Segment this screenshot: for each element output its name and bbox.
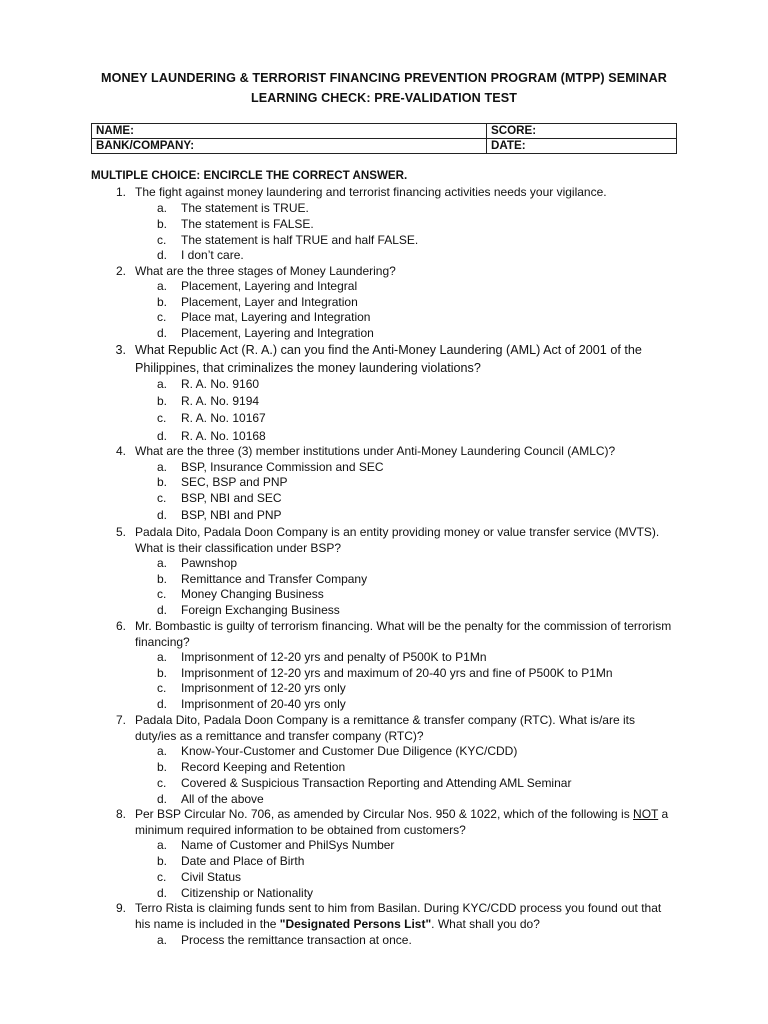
option: a. Imprisonment of 12-20 yrs and penalty of P500K to P1Mn	[157, 650, 487, 664]
question-7	[112, 712, 677, 744]
info-table	[91, 123, 677, 154]
option: a. R. A. No. 9160	[157, 377, 260, 391]
option: b. Remittance and Transfer Company	[157, 572, 368, 586]
option: d. Foreign Exchanging Business	[157, 603, 340, 617]
question-number: 1.	[115, 185, 126, 199]
option: b. R. A. No. 9194	[157, 394, 260, 408]
question-text: Per BSP Circular No. 706, as amended by Circular Nos. 950 & 1022, which of the following is NOT a minimum required information to be obtained from customers?	[135, 807, 669, 837]
option: c. Money Changing Business	[157, 587, 324, 601]
option: b. SEC, BSP and PNP	[157, 475, 288, 489]
question-number: 2.	[115, 264, 126, 278]
option: b. Record Keeping and Retention	[157, 760, 346, 774]
question-8	[112, 806, 677, 838]
option: a. Name of Customer and PhilSys Number	[157, 838, 395, 852]
emphasis-not: NOT	[633, 807, 659, 821]
option: c. R. A. No. 10167	[157, 411, 266, 425]
option: d. Placement, Layering and Integration	[157, 326, 374, 340]
question-5	[112, 524, 677, 556]
question-text: What are the three (3) member institutions under Anti-Money Laundering Council (AMLC)?	[135, 444, 616, 458]
question-number: 7.	[115, 713, 126, 727]
option: a. Know-Your-Customer and Customer Due Diligence (KYC/CDD)	[157, 744, 518, 758]
option: a. The statement is TRUE.	[157, 201, 309, 215]
option: c. Place mat, Layering and Integration	[157, 310, 371, 324]
option: a. Process the remittance transaction at once.	[157, 933, 412, 947]
question-text: What Republic Act (R. A.) can you find the Anti-Money Laundering (AML) Act of 2001 of the Philippines, that criminalizes the money laundering violations?	[135, 343, 642, 375]
question-text: Padala Dito, Padala Doon Company is a remittance & transfer company (RTC). What is/are its duty/ies as a remittance and transfer company (RTC)?	[135, 713, 635, 743]
option: d. R. A. No. 10168	[157, 429, 266, 443]
option: d. BSP, NBI and PNP	[157, 508, 282, 522]
question-text: Mr. Bombastic is guilty of terrorism financing. What will be the penalty for the commission of terrorism financing?	[135, 619, 672, 649]
question-1	[112, 184, 677, 200]
question-3	[112, 341, 677, 377]
instructions: MULTIPLE CHOICE: ENCIRCLE THE CORRECT ANSWER.	[91, 169, 408, 182]
question-2	[112, 263, 677, 279]
document-subtitle: LEARNING CHECK: PRE-VALIDATION TEST	[250, 91, 518, 105]
option: d. I don’t care.	[157, 248, 244, 262]
option: a. Placement, Layering and Integral	[157, 279, 358, 293]
question-number: 6.	[115, 619, 126, 633]
option: c. Imprisonment of 12-20 yrs only	[157, 681, 346, 695]
option: d. Imprisonment of 20-40 yrs only	[157, 697, 346, 711]
option: d. All of the above	[157, 792, 264, 806]
option: c. The statement is half TRUE and half FALSE.	[157, 233, 419, 247]
option: c. BSP, NBI and SEC	[157, 491, 282, 505]
question-6	[112, 618, 677, 650]
question-text: What are the three stages of Money Laundering?	[135, 264, 396, 278]
question-9	[112, 900, 677, 932]
option: c. Covered & Suspicious Transaction Reporting and Attending AML Seminar	[157, 776, 572, 790]
question-4	[112, 443, 677, 459]
question-number: 3.	[115, 343, 126, 357]
option: a. BSP, Insurance Commission and SEC	[157, 460, 384, 474]
option: b. Placement, Layer and Integration	[157, 295, 358, 309]
option: b. Imprisonment of 12-20 yrs and maximum of 20-40 yrs and fine of P500K to P1Mn	[157, 666, 613, 680]
date-cell: DATE:	[487, 139, 677, 154]
option: a. Pawnshop	[157, 556, 238, 570]
question-text: Terro Rista is claiming funds sent to him from Basilan. During KYC/CDD process you found out that his name is included in the "Designated Persons List". What shall you do?	[135, 901, 662, 931]
option: b. Date and Place of Birth	[157, 854, 305, 868]
option: c. Civil Status	[157, 870, 242, 884]
score-cell: SCORE:	[487, 124, 677, 139]
option: b. The statement is FALSE.	[157, 217, 314, 231]
question-number: 8.	[115, 807, 126, 821]
question-number: 4.	[115, 444, 126, 458]
designated-persons-list: "Designated Persons List"	[279, 917, 432, 931]
question-text: Padala Dito, Padala Doon Company is an entity providing money or value transfer service (MVTS). What is their classification under BSP?	[135, 525, 660, 555]
option: d. Citizenship or Nationality	[157, 886, 314, 900]
company-cell: BANK/COMPANY:	[92, 139, 487, 154]
question-number: 9.	[115, 901, 126, 915]
document-title: MONEY LAUNDERING & TERRORIST FINANCING PREVENTION PROGRAM (MTPP) SEMINAR	[100, 71, 667, 85]
question-text: The fight against money laundering and terrorist financing activities needs your vigilance.	[135, 185, 607, 199]
question-number: 5.	[115, 525, 126, 539]
name-cell: NAME:	[92, 124, 487, 139]
